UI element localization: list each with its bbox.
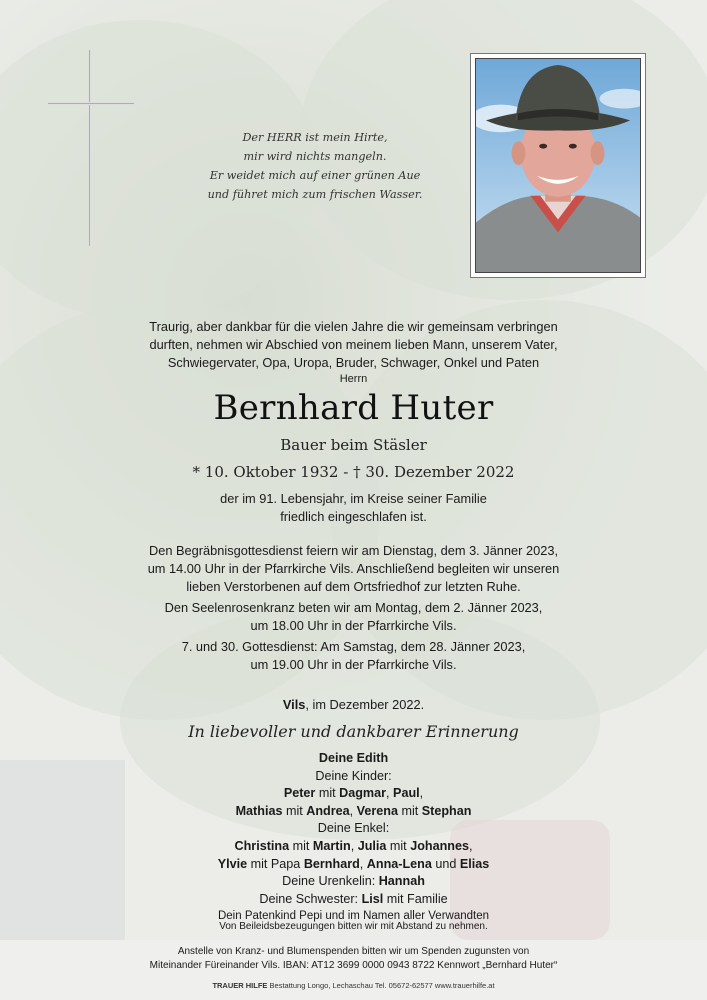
- psalm-line: und führet mich zum frischen Wasser.: [207, 188, 423, 201]
- passing-line: der im 91. Lebensjahr, im Kreise seiner Familie: [220, 491, 487, 506]
- donation-line: Anstelle von Kranz- und Blumenspenden bitten wir um Spenden zugunsten von: [177, 946, 530, 957]
- psalm-line: Er weidet mich auf einer grünen Aue: [209, 169, 421, 182]
- passing-text: [0, 490, 707, 526]
- mass-line: 7. und 30. Gottesdienst: Am Samstag, dem 28. Jänner 2023,: [181, 639, 526, 654]
- great-grandchild-line: [0, 873, 707, 891]
- children-line-1: [0, 785, 707, 803]
- portrait-photo: [475, 58, 641, 273]
- psalm-line: mir wird nichts mangeln.: [243, 150, 387, 163]
- grandchildren-label: Deine Enkel:: [317, 821, 390, 836]
- salutation: Herrn: [339, 373, 368, 385]
- donation-text: [0, 945, 707, 973]
- grandchildren-line-1: [0, 838, 707, 856]
- rosary-text: [0, 599, 707, 635]
- family-name: Martin: [312, 838, 351, 853]
- sister-label: Deine Schwester:: [259, 891, 362, 906]
- rosary-line: um 18.00 Uhr in der Pfarrkirche Vils.: [250, 618, 457, 633]
- connector: mit: [282, 803, 307, 818]
- place-town: Vils: [282, 697, 306, 712]
- family-name: Lisl: [361, 891, 384, 906]
- connector: ,: [468, 838, 473, 853]
- family-closing: Dein Patenkind Pepi und im Namen aller Verwandten: [217, 910, 490, 923]
- great-label: Deine Urenkelin:: [282, 874, 379, 889]
- deceased-subtitle: Bauer beim Stäsler: [280, 436, 427, 454]
- family-name: Ylvie: [217, 856, 248, 871]
- connector: ,: [386, 786, 394, 801]
- portrait-frame: [470, 53, 646, 278]
- connector: mit: [315, 786, 340, 801]
- family-name: Christina: [234, 838, 290, 853]
- family-name: Dagmar: [339, 786, 387, 801]
- sister-line: [0, 891, 707, 909]
- family-name: Peter: [283, 786, 316, 801]
- connector: ,: [350, 838, 358, 853]
- family-name: Hannah: [378, 874, 425, 889]
- family-name: Johannes: [410, 838, 469, 853]
- place-rest: , im Dezember 2022.: [305, 697, 425, 712]
- grandchildren-line-2: [0, 856, 707, 874]
- connector: mit Papa: [247, 856, 304, 871]
- family-name: Bernhard: [303, 856, 360, 871]
- family-name: Paul: [393, 786, 420, 801]
- rosary-line: Den Seelenrosenkranz beten wir am Montag, dem 2. Jänner 2023,: [164, 600, 543, 615]
- undertaker-footer: [0, 981, 707, 990]
- connector: mit: [289, 838, 313, 853]
- connector: ,: [349, 803, 357, 818]
- children-label: Deine Kinder:: [315, 768, 392, 783]
- connector: ,: [359, 856, 367, 871]
- psalm-line: Der HERR ist mein Hirte,: [242, 131, 388, 144]
- deceased-name: Bernhard Huter: [213, 388, 494, 428]
- place-date: [0, 697, 707, 712]
- mass-text: [0, 638, 707, 674]
- family-name: Stephan: [421, 803, 472, 818]
- children-line-2: [0, 803, 707, 821]
- sister-rest: mit Familie: [383, 891, 448, 906]
- family-name: Elias: [459, 856, 490, 871]
- intro-line: Schwiegervater, Opa, Uropa, Bruder, Schwager, Onkel und Paten: [167, 355, 540, 370]
- remembrance-heading: In liebevoller und dankbarer Erinnerung: [188, 722, 519, 741]
- connector: mit: [397, 803, 422, 818]
- funeral-text: [0, 542, 707, 596]
- family-name: Andrea: [306, 803, 350, 818]
- connector: und: [431, 856, 460, 871]
- intro-line: Traurig, aber dankbar für die vielen Jahre die wir gemeinsam verbringen: [149, 319, 558, 334]
- mass-line: um 19.00 Uhr in der Pfarrkirche Vils.: [250, 657, 457, 672]
- donation-line: Miteinander Füreinander Vils. IBAN: AT12 3699 0000 0943 8722 Kennwort „Bernhard Huter“: [149, 960, 558, 971]
- intro-text: [0, 318, 707, 372]
- family-name: Anna-Lena: [366, 856, 432, 871]
- family-name: Julia: [357, 838, 387, 853]
- family-name: Verena: [356, 803, 398, 818]
- passing-line: friedlich eingeschlafen ist.: [280, 509, 427, 524]
- funeral-line: lieben Verstorbenen auf dem Ortsfriedhof zur letzten Ruhe.: [186, 579, 521, 594]
- condolence-notice: Von Beileidsbezeugungen bitten wir mit Abstand zu nehmen.: [219, 921, 488, 932]
- family-name: Mathias: [235, 803, 283, 818]
- life-dates: * 10. Oktober 1932 - † 30. Dezember 2022: [192, 463, 515, 481]
- undertaker-contact: Bestattung Longo, Lechaschau Tel. 05672-62577 www.trauerhilfe.at: [267, 981, 495, 990]
- connector: ,: [419, 786, 424, 801]
- funeral-line: um 14.00 Uhr in der Pfarrkirche Vils. Anschließend begleiten wir unseren: [147, 561, 560, 576]
- family-list: [0, 750, 707, 926]
- connector: mit: [386, 838, 411, 853]
- cross-icon: [48, 50, 134, 246]
- undertaker-brand: TRAUER HILFE: [212, 981, 268, 990]
- funeral-line: Den Begräbnisgottesdienst feiern wir am Dienstag, dem 3. Jänner 2023,: [148, 543, 559, 558]
- wife-name: Deine Edith: [318, 751, 389, 765]
- intro-line: durften, nehmen wir Abschied von meinem lieben Mann, unserem Vater,: [149, 337, 558, 352]
- psalm-quote: [190, 128, 440, 204]
